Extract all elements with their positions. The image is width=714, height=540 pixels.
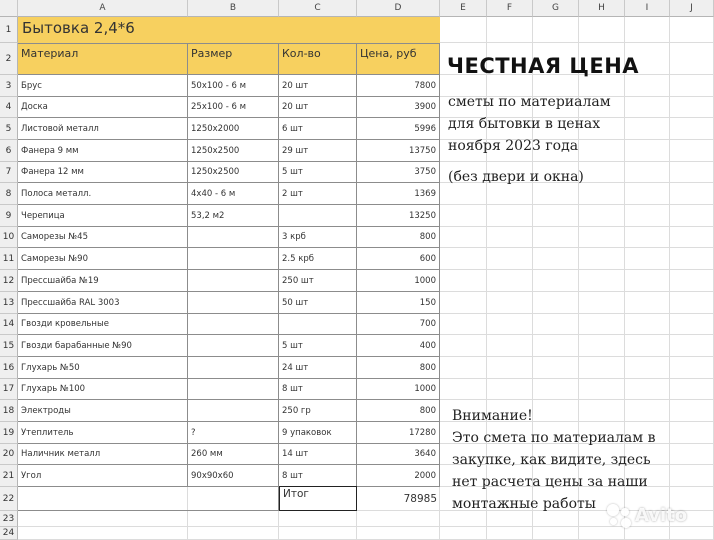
price-cell[interactable]: 13250 [357,205,440,227]
grid-cell[interactable] [533,17,579,43]
table-cell[interactable] [188,379,279,400]
row-header-11[interactable]: 11 [0,248,18,270]
grid-cell[interactable] [625,292,670,314]
grid-cell[interactable] [670,465,714,487]
grid-cell[interactable] [487,17,533,43]
table-cell[interactable]: Фанера 9 мм [18,140,188,162]
row-header-7[interactable]: 7 [0,162,18,183]
table-cell[interactable]: 4x40 - 6 м [188,183,279,205]
grid-cell[interactable] [487,205,533,227]
grid-cell[interactable] [670,444,714,465]
grid-cell[interactable] [440,357,487,379]
table-cell[interactable]: Электроды [18,400,188,422]
grid-cell[interactable] [533,270,579,292]
grid-cell[interactable] [279,527,357,540]
price-cell[interactable]: 800 [357,227,440,248]
grid-cell[interactable] [579,248,625,270]
row-header-4[interactable]: 4 [0,97,18,118]
row-header-15[interactable]: 15 [0,335,18,357]
column-header-b[interactable]: B [188,0,279,17]
grid-cell[interactable] [670,292,714,314]
row-header-13[interactable]: 13 [0,292,18,314]
table-cell[interactable]: 50 шт [279,292,357,314]
table-cell[interactable]: 1250x2000 [188,118,279,140]
table-cell[interactable]: Саморезы №90 [18,248,188,270]
price-cell[interactable]: 150 [357,292,440,314]
grid-cell[interactable] [625,379,670,400]
grid-cell[interactable] [440,292,487,314]
grid-cell[interactable] [670,357,714,379]
table-cell[interactable]: 5 шт [279,335,357,357]
table-cell[interactable]: 3 крб [279,227,357,248]
table-cell[interactable]: Гвозди кровельные [18,314,188,335]
table-cell[interactable] [188,270,279,292]
grid-cell[interactable] [440,335,487,357]
grid-cell[interactable] [670,335,714,357]
grid-cell[interactable] [533,527,579,540]
grid-cell[interactable] [533,248,579,270]
grid-cell[interactable] [533,357,579,379]
grid-cell[interactable] [579,314,625,335]
grid-cell[interactable] [487,270,533,292]
table-cell[interactable]: 25x100 - 6 м [188,97,279,118]
row-header-23[interactable]: 23 [0,511,18,527]
row-header-10[interactable]: 10 [0,227,18,248]
row-header-9[interactable]: 9 [0,205,18,227]
grid-cell[interactable] [579,335,625,357]
table-cell[interactable]: Гвозди барабанные №90 [18,335,188,357]
grid-cell[interactable] [279,511,357,527]
attention-line: Внимание! [452,408,533,424]
row-header-8[interactable]: 8 [0,183,18,205]
grid-cell[interactable] [625,248,670,270]
grid-cell[interactable] [670,527,714,540]
table-cell[interactable]: Глухарь №100 [18,379,188,400]
grid-cell[interactable] [625,75,670,97]
row-header-22[interactable]: 22 [0,487,18,511]
table-cell[interactable]: 8 шт [279,379,357,400]
grid-cell[interactable] [625,335,670,357]
price-cell[interactable]: 1000 [357,379,440,400]
grid-cell[interactable] [579,205,625,227]
grid-cell[interactable] [625,314,670,335]
total-label: Итог [283,488,309,500]
grid-cell[interactable] [670,118,714,140]
grid-cell[interactable] [625,227,670,248]
table-cell[interactable]: Полоса металл. [18,183,188,205]
row-header-21[interactable]: 21 [0,465,18,487]
price-cell[interactable]: 400 [357,335,440,357]
table-cell[interactable]: 50x100 - 6 м [188,75,279,97]
table-cell[interactable]: Глухарь №50 [18,357,188,379]
grid-cell[interactable] [440,248,487,270]
table-cell[interactable] [188,227,279,248]
price-cell[interactable]: 7800 [357,75,440,97]
total-label-cell[interactable] [279,486,357,511]
table-cell[interactable]: 20 шт [279,75,357,97]
table-cell[interactable]: 6 шт [279,118,357,140]
table-cell[interactable]: 29 шт [279,140,357,162]
grid-cell[interactable] [440,314,487,335]
grid-cell[interactable] [440,227,487,248]
row-header-17[interactable]: 17 [0,379,18,400]
table-cell[interactable]: 24 шт [279,357,357,379]
price-cell[interactable]: 600 [357,248,440,270]
table-cell[interactable] [188,248,279,270]
row-header-14[interactable]: 14 [0,314,18,335]
table-cell[interactable] [188,357,279,379]
grid-cell[interactable] [487,335,533,357]
avito-watermark [606,502,687,528]
attention-text [452,405,655,515]
table-cell[interactable]: Утеплитель [18,422,188,444]
price-cell[interactable]: 3750 [357,162,440,183]
row-header-5[interactable]: 5 [0,118,18,140]
grid-cell[interactable] [625,357,670,379]
grid-cell[interactable] [670,75,714,97]
grid-cell[interactable] [188,527,279,540]
description-line: ноября 2023 года [448,138,579,154]
grid-cell[interactable] [670,205,714,227]
row-header-19[interactable]: 19 [0,422,18,444]
column-header-a[interactable]: A [18,0,188,17]
table-cell[interactable]: ? [188,422,279,444]
grid-cell[interactable] [533,227,579,248]
grid-cell[interactable] [579,162,625,183]
grid-cell[interactable] [670,400,714,422]
grid-cell[interactable] [670,227,714,248]
grid-cell[interactable] [625,162,670,183]
grid-cell[interactable] [670,422,714,444]
attention-line: Это смета по материалам в [452,430,656,446]
grid-cell[interactable] [357,511,440,527]
table-cell[interactable]: Черепица [18,205,188,227]
table-header-cell[interactable]: Кол-во [279,43,357,75]
column-header-f[interactable]: F [487,0,533,17]
table-cell[interactable] [188,292,279,314]
description-line: для бытовки в ценах [448,116,601,132]
row-header-6[interactable]: 6 [0,140,18,162]
grid-cell[interactable] [533,314,579,335]
row-header-3[interactable]: 3 [0,75,18,97]
note-text: (без двери и окна) [448,169,584,185]
grid-cell[interactable] [487,248,533,270]
column-header-j[interactable]: J [670,0,714,17]
grid-cell[interactable] [670,97,714,118]
grid-cell[interactable] [440,379,487,400]
price-cell[interactable]: 1369 [357,183,440,205]
row-header-16[interactable]: 16 [0,357,18,379]
grid-cell[interactable] [579,227,625,248]
attention-line: монтажные работы [452,496,596,512]
grid-cell[interactable] [487,227,533,248]
grid-cell[interactable] [487,314,533,335]
table-cell[interactable]: Прессшайба №19 [18,270,188,292]
table-cell[interactable]: 8 шт [279,465,357,487]
grid-cell[interactable] [188,511,279,527]
grid-cell[interactable] [670,17,714,43]
table-cell[interactable] [279,314,357,335]
sheet-title: Бытовка 2,4*6 [22,19,135,37]
table-cell[interactable]: Саморезы №45 [18,227,188,248]
price-cell[interactable]: 5996 [357,118,440,140]
grid-cell[interactable] [579,17,625,43]
table-cell[interactable]: 9 упаковок [279,422,357,444]
column-header-h[interactable]: H [579,0,625,17]
row-header-1[interactable]: 1 [0,17,18,43]
attention-line: нет расчета цены за наши [452,474,648,490]
grid-cell[interactable] [625,527,670,540]
description-text [448,91,611,157]
grid-cell[interactable] [357,527,440,540]
table-cell[interactable] [188,314,279,335]
grid-cell[interactable] [670,248,714,270]
grid-cell[interactable] [440,270,487,292]
grid-cell[interactable] [533,292,579,314]
avito-logo-icon [606,502,632,528]
row-header-12[interactable]: 12 [0,270,18,292]
grid-cell[interactable] [579,379,625,400]
table-header-cell[interactable]: Размер [188,43,279,75]
row-header-2[interactable]: 2 [0,43,18,75]
table-cell[interactable]: 20 шт [279,97,357,118]
table-cell[interactable]: 250 гр [279,400,357,422]
grid-cell[interactable] [625,140,670,162]
table-cell[interactable] [279,205,357,227]
grid-cell[interactable] [670,314,714,335]
attention-line: закупке, как видите, здесь [452,452,651,468]
column-header-e[interactable]: E [440,0,487,17]
table-cell[interactable]: 53,2 м2 [188,205,279,227]
table-cell[interactable]: Угол [18,465,188,487]
table-cell[interactable]: Брус [18,75,188,97]
row-header-20[interactable]: 20 [0,444,18,465]
table-cell[interactable]: 260 мм [188,444,279,465]
price-cell[interactable]: 3640 [357,444,440,465]
total-empty-cell[interactable] [18,487,279,511]
grid-cell[interactable] [440,527,487,540]
price-cell[interactable]: 2000 [357,465,440,487]
column-header-g[interactable]: G [533,0,579,17]
avito-watermark-text: Avito [635,504,688,526]
grid-cell[interactable] [487,379,533,400]
grid-cell[interactable] [670,183,714,205]
price-cell[interactable]: 800 [357,357,440,379]
grid-cell[interactable] [579,183,625,205]
headline-honest-price: ЧЕСТНАЯ ЦЕНА [447,54,640,78]
grid-cell[interactable] [533,335,579,357]
table-cell[interactable]: 2 шт [279,183,357,205]
grid-cell[interactable] [579,292,625,314]
grid-cell[interactable] [487,527,533,540]
table-cell[interactable]: Наличник металл [18,444,188,465]
grid-cell[interactable] [579,527,625,540]
column-header-d[interactable]: D [357,0,440,17]
grid-cell[interactable] [18,527,188,540]
grid-cell[interactable] [670,140,714,162]
table-cell[interactable]: Прессшайба RAL 3003 [18,292,188,314]
grid-cell[interactable] [487,292,533,314]
table-cell[interactable]: 250 шт [279,270,357,292]
table-cell[interactable]: 90x90x60 [188,465,279,487]
table-cell[interactable]: 14 шт [279,444,357,465]
description-line: сметы по материалам [448,94,611,110]
grid-cell[interactable] [579,357,625,379]
total-value-cell[interactable]: 78985 [403,493,437,505]
grid-cell[interactable] [579,270,625,292]
grid-cell[interactable] [533,205,579,227]
grid-cell[interactable] [625,205,670,227]
grid-cell[interactable] [670,270,714,292]
table-cell[interactable]: Фанера 12 мм [18,162,188,183]
grid-cell[interactable] [487,357,533,379]
price-cell[interactable]: 17280 [357,422,440,444]
table-cell[interactable]: Доска [18,97,188,118]
price-cell[interactable]: 1000 [357,270,440,292]
price-cell[interactable]: 700 [357,314,440,335]
table-cell[interactable]: 5 шт [279,162,357,183]
row-header-24[interactable]: 24 [0,527,18,540]
row-header-18[interactable]: 18 [0,400,18,422]
grid-cell[interactable] [625,97,670,118]
grid-cell[interactable] [625,17,670,43]
select-all-corner[interactable] [0,0,18,17]
grid-cell[interactable] [670,162,714,183]
table-cell[interactable]: 2.5 крб [279,248,357,270]
grid-cell[interactable] [533,379,579,400]
grid-cell[interactable] [18,511,188,527]
grid-cell[interactable] [625,270,670,292]
table-cell[interactable]: 1250x2500 [188,162,279,183]
table-cell[interactable] [188,335,279,357]
column-header-i[interactable]: I [625,0,670,17]
price-cell[interactable]: 800 [357,400,440,422]
grid-cell[interactable] [625,183,670,205]
grid-cell[interactable] [625,118,670,140]
table-cell[interactable]: Листовой металл [18,118,188,140]
table-cell[interactable] [188,400,279,422]
table-cell[interactable]: 1250x2500 [188,140,279,162]
price-cell[interactable]: 3900 [357,97,440,118]
table-header-cell[interactable]: Материал [18,43,188,75]
column-header-c[interactable]: C [279,0,357,17]
grid-cell[interactable] [440,17,487,43]
table-header-cell[interactable]: Цена, руб [357,43,440,75]
grid-cell[interactable] [440,205,487,227]
price-cell[interactable]: 13750 [357,140,440,162]
grid-cell[interactable] [670,379,714,400]
